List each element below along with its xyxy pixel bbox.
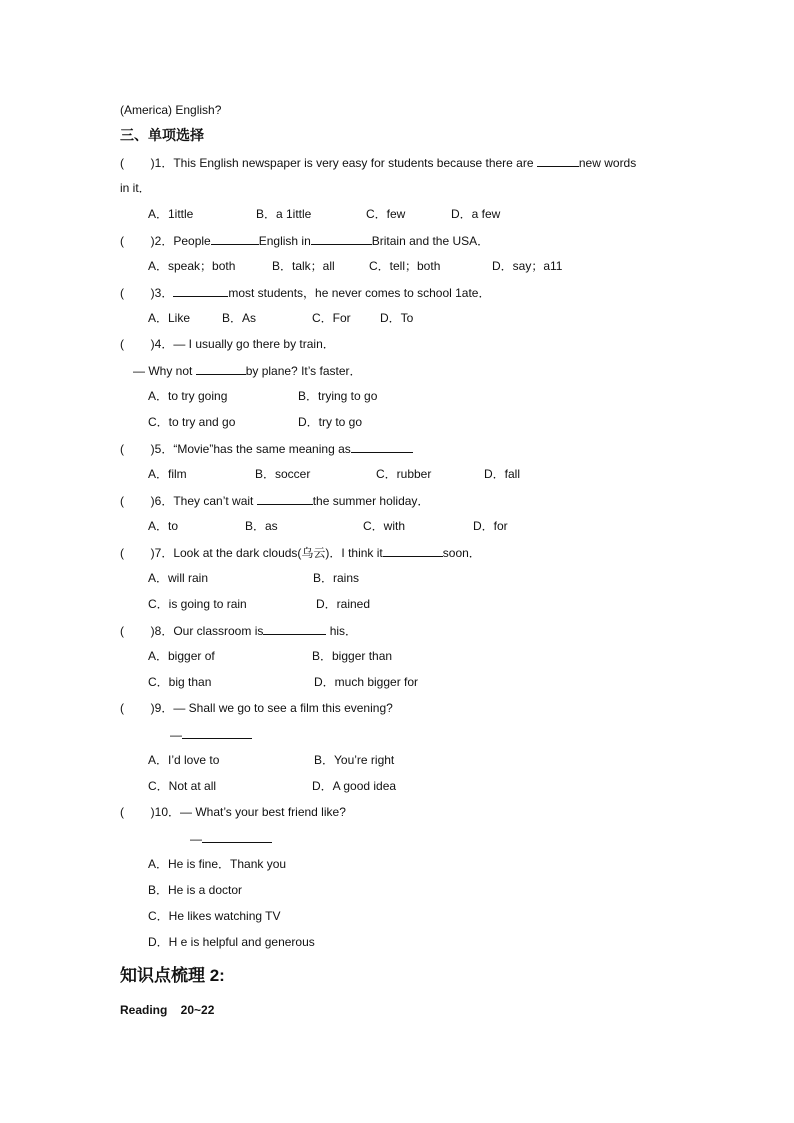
reading-line: Reading 20~22 (120, 1003, 215, 1017)
continued-question-text: (America) English? (120, 103, 222, 117)
question-7-option-c: C．is going to rain (148, 597, 247, 611)
question-9-option-c: C．Not at all (148, 779, 217, 793)
question-9-option-b: B．You’re right (314, 753, 395, 767)
question-9-reply: — (170, 726, 252, 743)
answer-blank (263, 622, 326, 635)
question-7-option-a: A．will rain (148, 571, 209, 585)
answer-blank (351, 440, 413, 453)
question-8-option-b: B．bigger than (312, 649, 393, 663)
question-3-stem: ( )3． most students，he never comes to school 1ate． (120, 286, 491, 300)
answer-blank (196, 362, 246, 375)
question-3-option-b: B．As (222, 311, 257, 325)
question-6-option-b: B．as (245, 519, 278, 533)
question-1-stem-cont: in it． (120, 181, 151, 195)
question-5-option-c: C．rubber (376, 467, 432, 481)
answer-blank (383, 544, 443, 557)
section-title: 三、单项选择 (120, 127, 204, 143)
question-9-option-d: D．A good idea (312, 779, 397, 793)
question-2-option-b: B．talk；all (272, 259, 335, 273)
question-4-dialog: — Why not by plane? It’s faster． (133, 364, 362, 378)
question-6-option-a: A．to (148, 519, 179, 533)
question-5-option-b: B．soccer (255, 467, 311, 481)
question-8-stem: ( )8．Our classroom is his． (120, 624, 358, 638)
question-10-reply: — (190, 830, 272, 847)
question-1-option-c: C．few (366, 207, 406, 221)
question-6-stem: ( )6．They can’t wait the summer holiday． (120, 494, 430, 508)
question-7-stem: ( )7．Look at the dark clouds(乌云)．I think it soon． (120, 546, 481, 560)
question-10-option-c: C．He likes watching TV (148, 909, 281, 923)
question-6-option-c: C．with (363, 519, 406, 533)
answer-blank (202, 830, 272, 843)
question-9-stem: ( )9．— Shall we go to see a film this evening? (120, 701, 393, 715)
question-10-stem: ( )10．— What’s your best friend like? (120, 805, 346, 819)
answer-blank (311, 232, 372, 245)
question-1-option-d: D．a few (451, 207, 501, 221)
question-4-stem: ( )4．— I usually go there by train． (120, 337, 335, 351)
question-4-option-a: A．to try going (148, 389, 228, 403)
question-3-option-c: C．For (312, 311, 351, 325)
question-5-option-a: A．film (148, 467, 187, 481)
knowledge-heading: 知识点梳理 2: (120, 966, 225, 985)
question-10-option-b: B．He is a doctor (148, 883, 243, 897)
question-8-option-a: A．bigger of (148, 649, 215, 663)
question-4-option-c: C．to try and go (148, 415, 236, 429)
question-2-option-c: C．tell；both (369, 259, 441, 273)
question-9-option-a: A．I’d love to (148, 753, 220, 767)
question-3-option-d: D．To (380, 311, 414, 325)
question-1-option-a: A．1ittle (148, 207, 194, 221)
answer-blank (257, 492, 313, 505)
question-7-option-d: D．rained (316, 597, 371, 611)
question-8-option-c: C．big than (148, 675, 212, 689)
question-4-option-b: B．trying to go (298, 389, 378, 403)
question-2-option-a: A．speak；both (148, 259, 236, 273)
question-3-option-a: A．Like (148, 311, 191, 325)
question-7-option-b: B．rains (313, 571, 360, 585)
question-4-option-d: D．try to go (298, 415, 363, 429)
question-5-stem: ( )5．“Movie”has the same meaning as (120, 440, 413, 457)
question-8-option-d: D．much bigger for (314, 675, 419, 689)
answer-blank (182, 726, 252, 739)
question-1-option-b: B．a 1ittle (256, 207, 312, 221)
question-5-option-d: D．fall (484, 467, 521, 481)
question-2-stem: ( )2．People English in Britain and the USA． (120, 234, 490, 248)
question-1-stem: ( )1．This English newspaper is very easy for students because there are new words (120, 156, 637, 170)
question-2-option-d: D．say；a11 (492, 259, 563, 273)
answer-blank (211, 232, 259, 245)
question-6-option-d: D．for (473, 519, 508, 533)
answer-blank (173, 284, 228, 297)
question-10-option-d: D．H e is helpful and generous (148, 935, 315, 949)
question-10-option-a: A．He is fine．Thank you (148, 857, 287, 871)
answer-blank (537, 154, 579, 167)
